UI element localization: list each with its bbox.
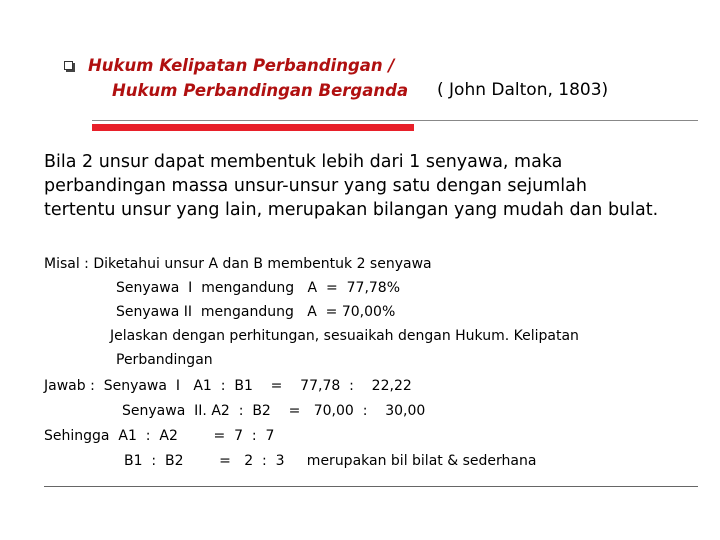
law-statement-line-2: perbandingan massa unsur-unsur yang satu dengan sejumlah — [44, 176, 587, 196]
conclusion-line-2: B1 : B2 = 2 : 3 merupakan bil bilat & sederhana — [124, 453, 537, 469]
answer-line-1: Jawab : Senyawa I A1 : B1 = 77,78 : 22,22 — [44, 378, 412, 394]
example-compound-1: Senyawa I mengandung A = 77,78% — [116, 280, 401, 296]
header-accent-bar — [92, 124, 414, 131]
law-statement-line-1: Bila 2 unsur dapat membentuk lebih dari 1 senyawa, maka — [44, 152, 563, 172]
bullet-icon — [64, 61, 73, 70]
example-compound-2: Senyawa II mengandung A = 70,00% — [116, 304, 396, 320]
example-question-line-2: Perbandingan — [116, 352, 213, 368]
title-line-2: Hukum Perbandingan Berganda — [112, 81, 409, 100]
header-divider — [92, 120, 698, 121]
conclusion-line-1: Sehingga A1 : A2 = 7 : 7 — [44, 428, 275, 444]
title-line-1: Hukum Kelipatan Perbandingan / — [88, 56, 395, 75]
attribution: ( John Dalton, 1803) — [437, 80, 609, 100]
example-misal: Misal : Diketahui unsur A dan B membentuk 2 senyawa — [44, 256, 432, 272]
footer-divider — [44, 486, 698, 487]
answer-line-2: Senyawa II. A2 : B2 = 70,00 : 30,00 — [122, 403, 426, 419]
example-question-line-1: Jelaskan dengan perhitungan, sesuaikah dengan Hukum. Kelipatan — [110, 328, 579, 344]
law-statement-line-3: tertentu unsur yang lain, merupakan bilangan yang mudah dan bulat. — [44, 200, 659, 220]
